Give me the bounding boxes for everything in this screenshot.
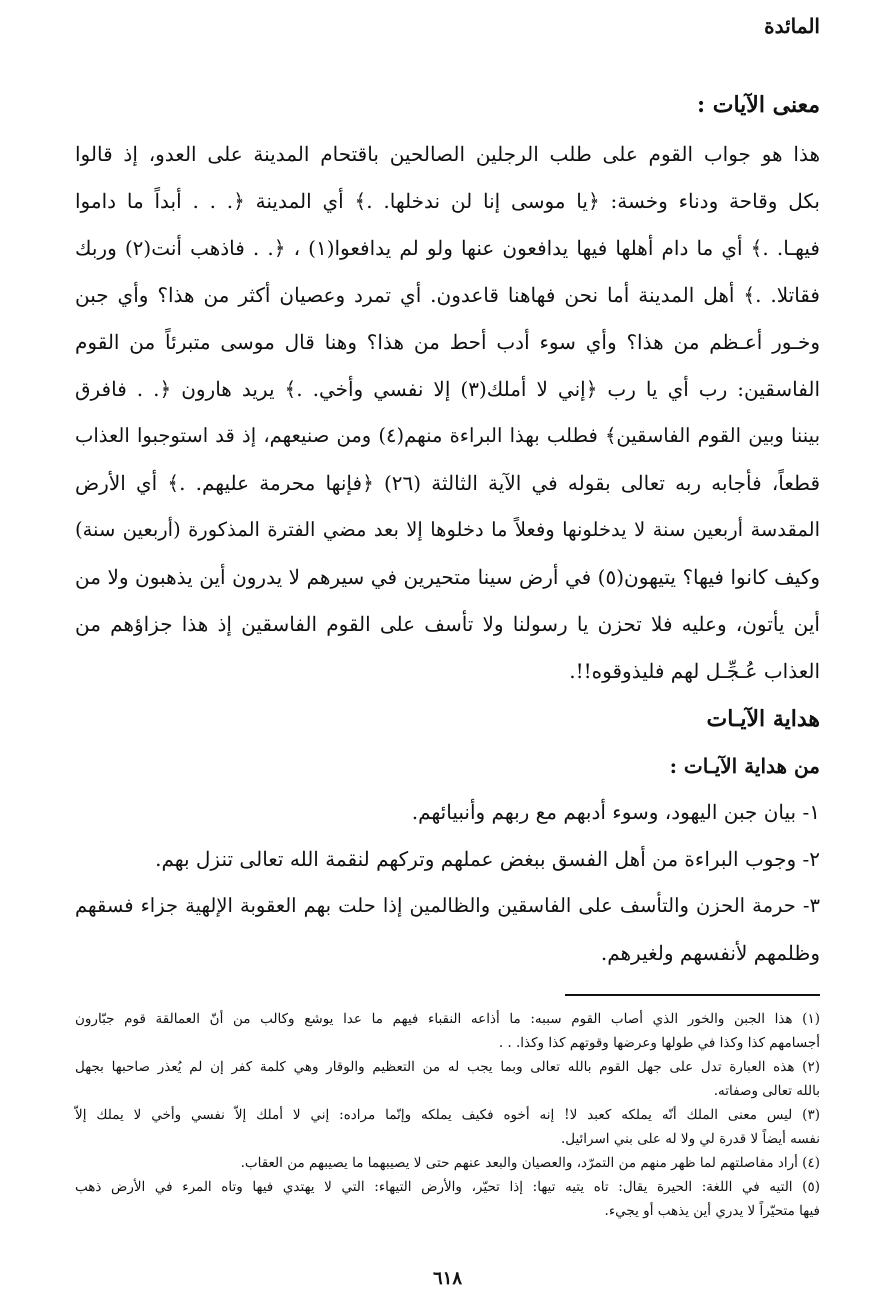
- paragraph-line: فقاتلا. .﴾ أهل المدينة أما نحن فهاهنا قاعدون. أي تمرد وعصيان أكثر من هذا؟ وأي جبن: [75, 283, 820, 307]
- paragraph-line: أين يأتون، وعليه فلا تحزن يا رسولنا ولا تأسف على القوم الفاسقين إذ هذا جزاؤهم من: [75, 612, 820, 636]
- paragraph-line: فيهـا. .﴾ أي ما دام أهلها فيها يدافعون عنها ولو لم يدافعوا(١) ، ﴿. . فاذهب أنت(٢) وربك: [75, 236, 820, 260]
- footnote-line: (٢) هذه العبارة تدل على جهل القوم بالله تعالى وبما يجب له من التعظيم والوقار وهي كلمة كفر إن لم يُعذر صاحبها بجهل: [75, 1059, 820, 1075]
- footnote-separator: [565, 994, 820, 996]
- footnote-line: نفسه أيضاً لا قدرة لي ولا له على بني اسرائيل.: [560, 1131, 820, 1147]
- footnote-line: (٤) أراد مفاصلتهم لما ظهر منهم من التمرّد، والعصيان والبعد عنهم حتى لا يصيبهما ما يصيبهم من العقاب.: [240, 1155, 820, 1171]
- section-heading-guidance: هداية الآيـات: [706, 706, 820, 732]
- paragraph-line: وكيف كانوا فيها؟ يتيهون(٥) في أرض سينا متحيرين في سيرهم لا يدرون أين يذهبون ولا من: [75, 565, 820, 589]
- paragraph-line: هذا هو جواب القوم على طلب الرجلين الصالحين باقتحام المدينة على العدو، إذ قالوا: [75, 142, 820, 166]
- footnote-line: فيها متحيّراً لا يدري أين يذهب أو يجيء.: [604, 1203, 820, 1219]
- paragraph-line: قطعاً، فأجابه ربه تعالى بقوله في الآية الثالثة (٢٦) ﴿فإنها محرمة عليهم. .﴾ أي الأرض: [75, 471, 821, 495]
- paragraph-line: بكل وقاحة ودناء وخسة: ﴿يا موسى إنا لن ندخلها. .﴾ أي المدينة ﴿. . . أبداً ما داموا: [75, 189, 820, 213]
- guidance-point: ٣- حرمة الحزن والتأسف على الفاسقين والظالمين إذا حلت بهم العقوبة الإلهية جزاء فسقهم: [75, 894, 820, 917]
- guidance-point-continuation: وظلمهم لأنفسهم ولغيرهم.: [600, 941, 820, 965]
- paragraph-line: المقدسة أربعين سنة لا يدخلونها وفعلاً ما دخلوها إلا بعد مضي الفترة المذكورة (أربعين سنة): [75, 518, 820, 541]
- footnote-line: (٥) التيه في اللغة: الحيرة يقال: تاه يتيه تيها: إذا تحيّر، والأرض التيهاء: التي لا يهتدي فيها وتاه المرء في الأرض ذهب: [75, 1179, 820, 1195]
- footnote-line: (١) هذا الجبن والخور الذي أصاب القوم سببه: ما أذاعه النقباء فيهم ما عدا يوشع وكالب من أنّ العمالقة قوم جبّارون: [75, 1011, 820, 1027]
- paragraph-line: الفاسقين: رب أي يا رب ﴿إني لا أملك(٣) إلا نفسي وأخي. .﴾ يريد هارون ﴿. . فافرق: [75, 377, 821, 401]
- running-header: المائدة: [764, 14, 820, 38]
- subheading-guidance: من هداية الآيـات :: [669, 754, 820, 778]
- page-number: ٦١٨: [432, 1268, 462, 1289]
- footnote-line: أجسامهم كذا وكذا في طولها وعرضها وقوتهم كذا وكذا. . .: [498, 1035, 820, 1051]
- footnote-line: بالله تعالى وصفاته.: [713, 1083, 820, 1099]
- paragraph-line: بيننا وبين القوم الفاسقين﴾ فطلب بهذا البراءة منهم(٤) ومن صنيعهم، إذ قد استوجبوا العذاب: [75, 424, 820, 447]
- guidance-point: ١- بيان جبن اليهود، وسوء أدبهم مع ربهم وأنبيائهم.: [411, 800, 820, 824]
- guidance-point: ٢- وجوب البراءة من أهل الفسق ببغض عملهم وتركهم لنقمة الله تعالى تنزل بهم.: [155, 847, 820, 871]
- footnote-line: (٣) ليس معنى الملك أنّه يملكه كعبد لا! إنه أخوه فكيف يملكه وإنّما مراده: إني لا أملك إلاّ نفسي وأخي لا يملك إلاّ: [75, 1107, 820, 1123]
- section-heading-meaning: معنى الآيات :: [696, 92, 820, 118]
- paragraph-line: العذاب عُـجِّـل لهم فليذوقوه!!.: [569, 659, 820, 683]
- paragraph-line: وخـور أعـظم من هذا؟ وأي سوء أدب أحط من هذا؟ وهنا قال موسى متبرئاً من القوم: [75, 330, 820, 354]
